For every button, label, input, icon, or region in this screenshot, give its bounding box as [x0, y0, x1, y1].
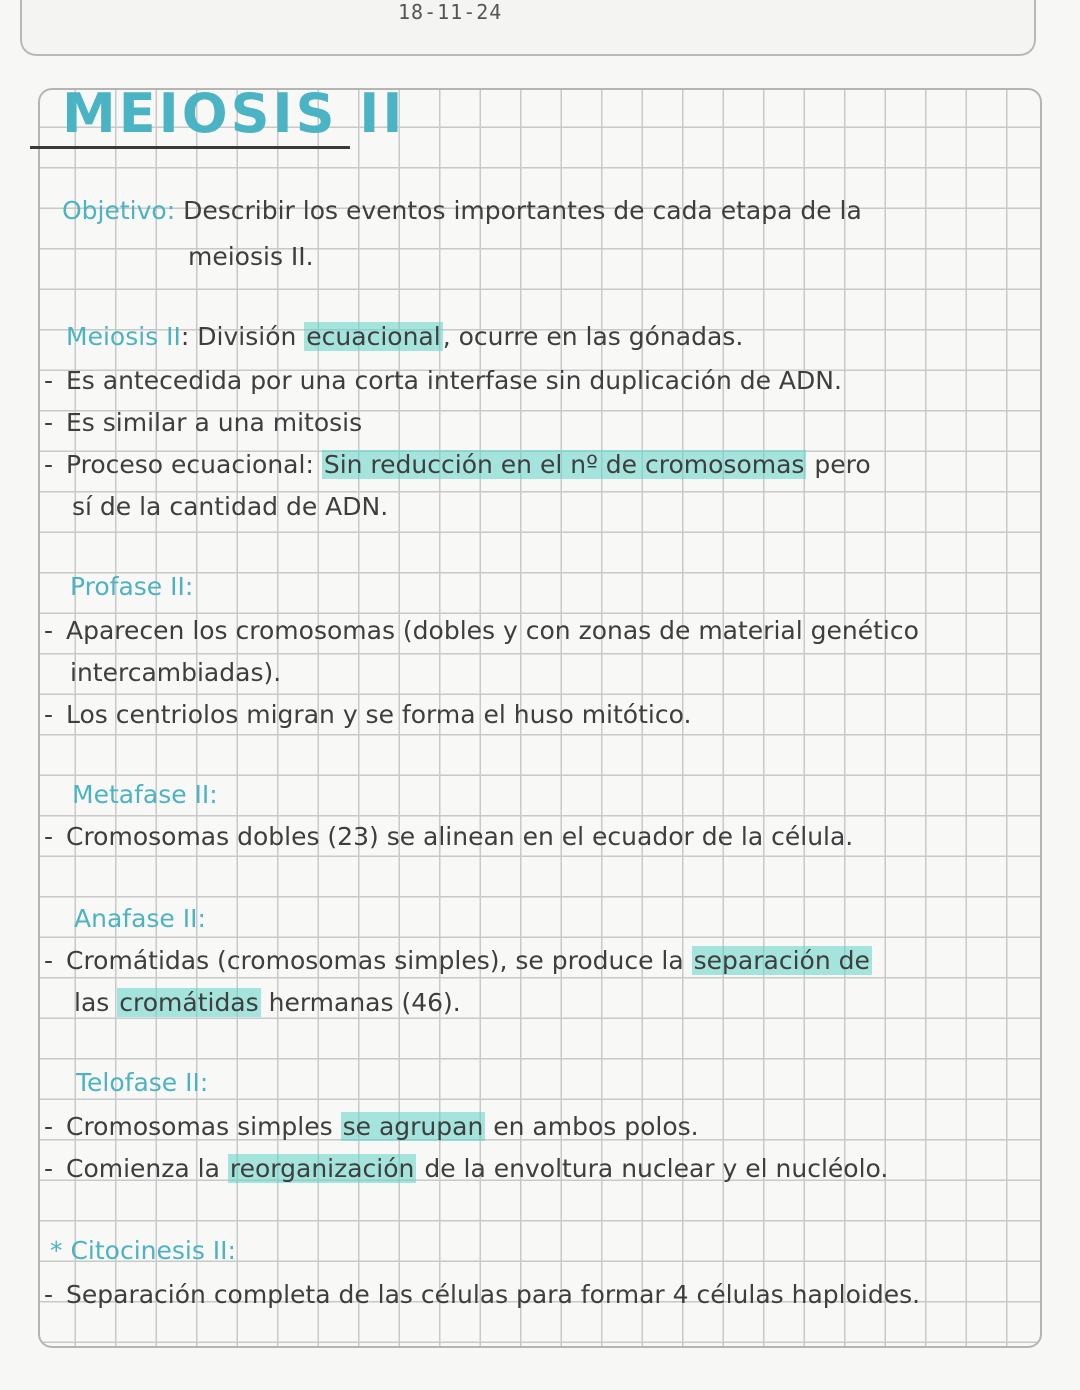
bullet-dash: -: [44, 366, 54, 395]
citocinesis-heading: * Citocinesis II:: [50, 1236, 236, 1265]
intro-bullet-2-text: Es similar a una mitosis: [66, 408, 363, 437]
profase-heading: Profase II:: [70, 572, 194, 601]
profase-bullet-1-text: Aparecen los cromosomas (dobles y con zonas de material genético: [66, 616, 919, 645]
intro-highlight: ecuacional: [306, 322, 441, 351]
telofase-heading: Telofase II:: [76, 1068, 209, 1097]
anafase-cont-before: las: [74, 988, 110, 1017]
header-box: [20, 0, 1036, 56]
anafase-cont-after: hermanas (46).: [260, 988, 461, 1017]
profase-bullet-1-cont: intercambiadas).: [70, 658, 282, 687]
intro-bullet-1: [44, 366, 842, 395]
metafase-bullet-1: [44, 822, 853, 851]
bullet-dash: -: [44, 1280, 54, 1309]
bullet-dash: -: [44, 822, 54, 851]
intro-bullet-3-cont: sí de la cantidad de ADN.: [72, 492, 389, 521]
objective-label: Objetivo:: [62, 196, 176, 225]
bullet-dash: -: [44, 700, 54, 729]
objective-line-1: [62, 196, 862, 225]
telofase-bullet-2: [44, 1154, 888, 1183]
telofase-bullet-2-after: de la envoltura nuclear y el nucléolo.: [416, 1154, 889, 1183]
date: 18-11-24: [398, 0, 503, 24]
bullet-dash: -: [44, 946, 54, 975]
telofase-bullet-1-before: Cromosomas simples: [66, 1112, 333, 1141]
anafase-heading: Anafase II:: [74, 904, 206, 933]
intro-label: Meiosis II: [66, 322, 181, 351]
profase-bullet-2: [44, 700, 691, 729]
anafase-bullet-1-cont: [74, 988, 461, 1017]
telofase-bullet-1-after: en ambos polos.: [485, 1112, 699, 1141]
intro-bullet-3-after: pero: [806, 450, 871, 479]
telofase-bullet-1-highlight: se agrupan: [342, 1112, 484, 1141]
objective-line-2: meiosis II.: [188, 242, 314, 271]
intro-bullet-2: [44, 408, 362, 437]
bullet-dash: -: [44, 616, 54, 645]
intro-text-before: División: [197, 322, 297, 351]
bullet-dash: -: [44, 408, 54, 437]
citocinesis-bullet-1: [44, 1280, 920, 1309]
anafase-bullet-1-before: Cromátidas (cromosomas simples), se produce la: [66, 946, 684, 975]
profase-bullet-2-text: Los centriolos migran y se forma el huso mitótico.: [66, 700, 692, 729]
anafase-cont-highlight: cromátidas: [119, 988, 259, 1017]
telofase-bullet-2-before: Comienza la: [66, 1154, 220, 1183]
bullet-dash: -: [44, 450, 54, 479]
page-title: MEIOSIS II: [62, 82, 406, 145]
bullet-dash: -: [44, 1112, 54, 1141]
intro-bullet-3-before: Proceso ecuacional:: [66, 450, 314, 479]
bullet-dash: -: [44, 1154, 54, 1183]
objective-text-1: Describir los eventos importantes de cada etapa de la: [183, 196, 862, 225]
metafase-heading: Metafase II:: [72, 780, 218, 809]
telofase-bullet-1: [44, 1112, 699, 1141]
intro-text-after: , ocurre en las gónadas.: [442, 322, 744, 351]
intro-bullet-3-highlight: Sin reducción en el nº de cromosomas: [323, 450, 805, 479]
intro-bullet-1-text: Es antecedida por una corta interfase sin duplicación de ADN.: [66, 366, 842, 395]
citocinesis-bullet-1-text: Separación completa de las células para formar 4 células haploides.: [66, 1280, 921, 1309]
telofase-bullet-2-highlight: reorganización: [229, 1154, 415, 1183]
anafase-bullet-1: [44, 946, 872, 975]
profase-bullet-1: [44, 616, 919, 645]
anafase-bullet-1-highlight: separación de: [693, 946, 870, 975]
intro-sep: :: [180, 322, 190, 351]
intro-line: [66, 322, 743, 351]
metafase-bullet-1-text: Cromosomas dobles (23) se alinean en el ecuador de la célula.: [66, 822, 854, 851]
title-underline: [30, 146, 350, 149]
intro-bullet-3: [44, 450, 871, 479]
